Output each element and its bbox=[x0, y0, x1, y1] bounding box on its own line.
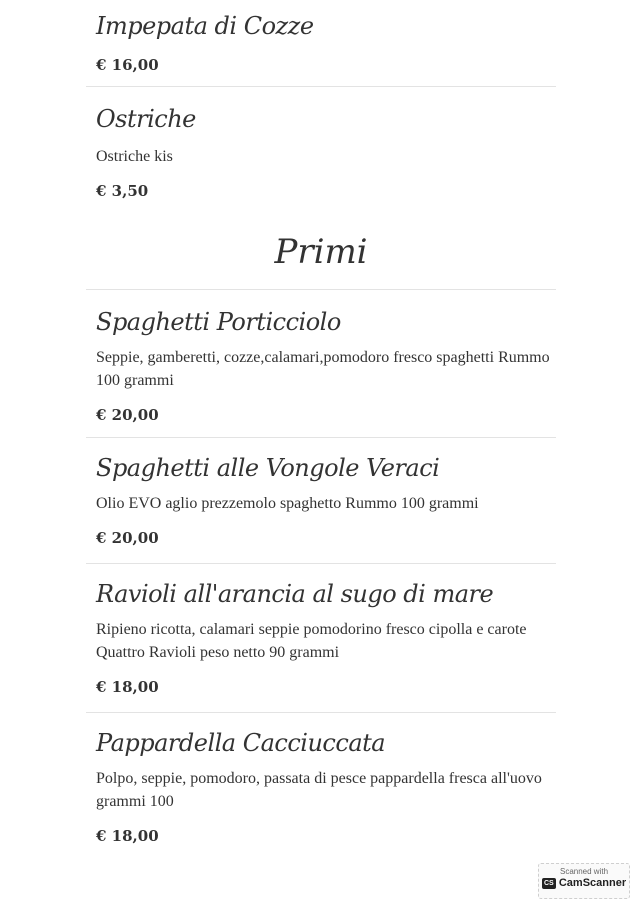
watermark-brand-name: CamScanner bbox=[558, 877, 627, 889]
item-title: Impepata di Cozze bbox=[96, 12, 314, 40]
section-title-primi: Primi bbox=[86, 220, 556, 290]
item-title: Spaghetti alle Vongole Veraci bbox=[96, 454, 440, 482]
item-description: Olio EVO aglio prezzemolo spaghetto Rummo 100 grammi bbox=[96, 495, 479, 512]
item-price: € 18,00 bbox=[96, 827, 159, 845]
item-price: € 16,00 bbox=[96, 56, 159, 74]
item-title: Ostriche bbox=[96, 105, 196, 133]
menu-item bbox=[86, 438, 556, 564]
camscanner-watermark bbox=[538, 863, 630, 899]
item-price: € 3,50 bbox=[96, 182, 149, 200]
watermark-caption: Scanned with bbox=[559, 867, 609, 876]
menu-item bbox=[86, 713, 556, 863]
item-description: Ripieno ricotta, calamari seppie pomodorino fresco cipolla e carote Quattro Ravioli peso netto 90 grammi bbox=[96, 621, 527, 661]
menu-item bbox=[86, 564, 556, 713]
menu-item bbox=[86, 87, 556, 220]
item-price: € 20,00 bbox=[96, 406, 159, 424]
item-title: Pappardella Cacciuccata bbox=[96, 729, 386, 757]
item-price: € 18,00 bbox=[96, 678, 159, 696]
camscanner-logo-icon: CS bbox=[542, 878, 556, 889]
menu-page bbox=[86, 0, 556, 863]
item-description: Seppie, gamberetti, cozze,calamari,pomodoro fresco spaghetti Rummo 100 grammi bbox=[96, 349, 550, 389]
menu-item bbox=[86, 0, 556, 87]
item-price: € 20,00 bbox=[96, 529, 159, 547]
item-title: Spaghetti Porticciolo bbox=[96, 308, 341, 336]
item-description: Ostriche kis bbox=[96, 148, 173, 165]
item-description: Polpo, seppie, pomodoro, passata di pesce pappardella fresca all'uovo grammi 100 bbox=[96, 770, 542, 810]
watermark-brand bbox=[539, 877, 629, 889]
menu-item bbox=[86, 290, 556, 438]
item-title: Ravioli all'arancia al sugo di mare bbox=[96, 580, 494, 608]
